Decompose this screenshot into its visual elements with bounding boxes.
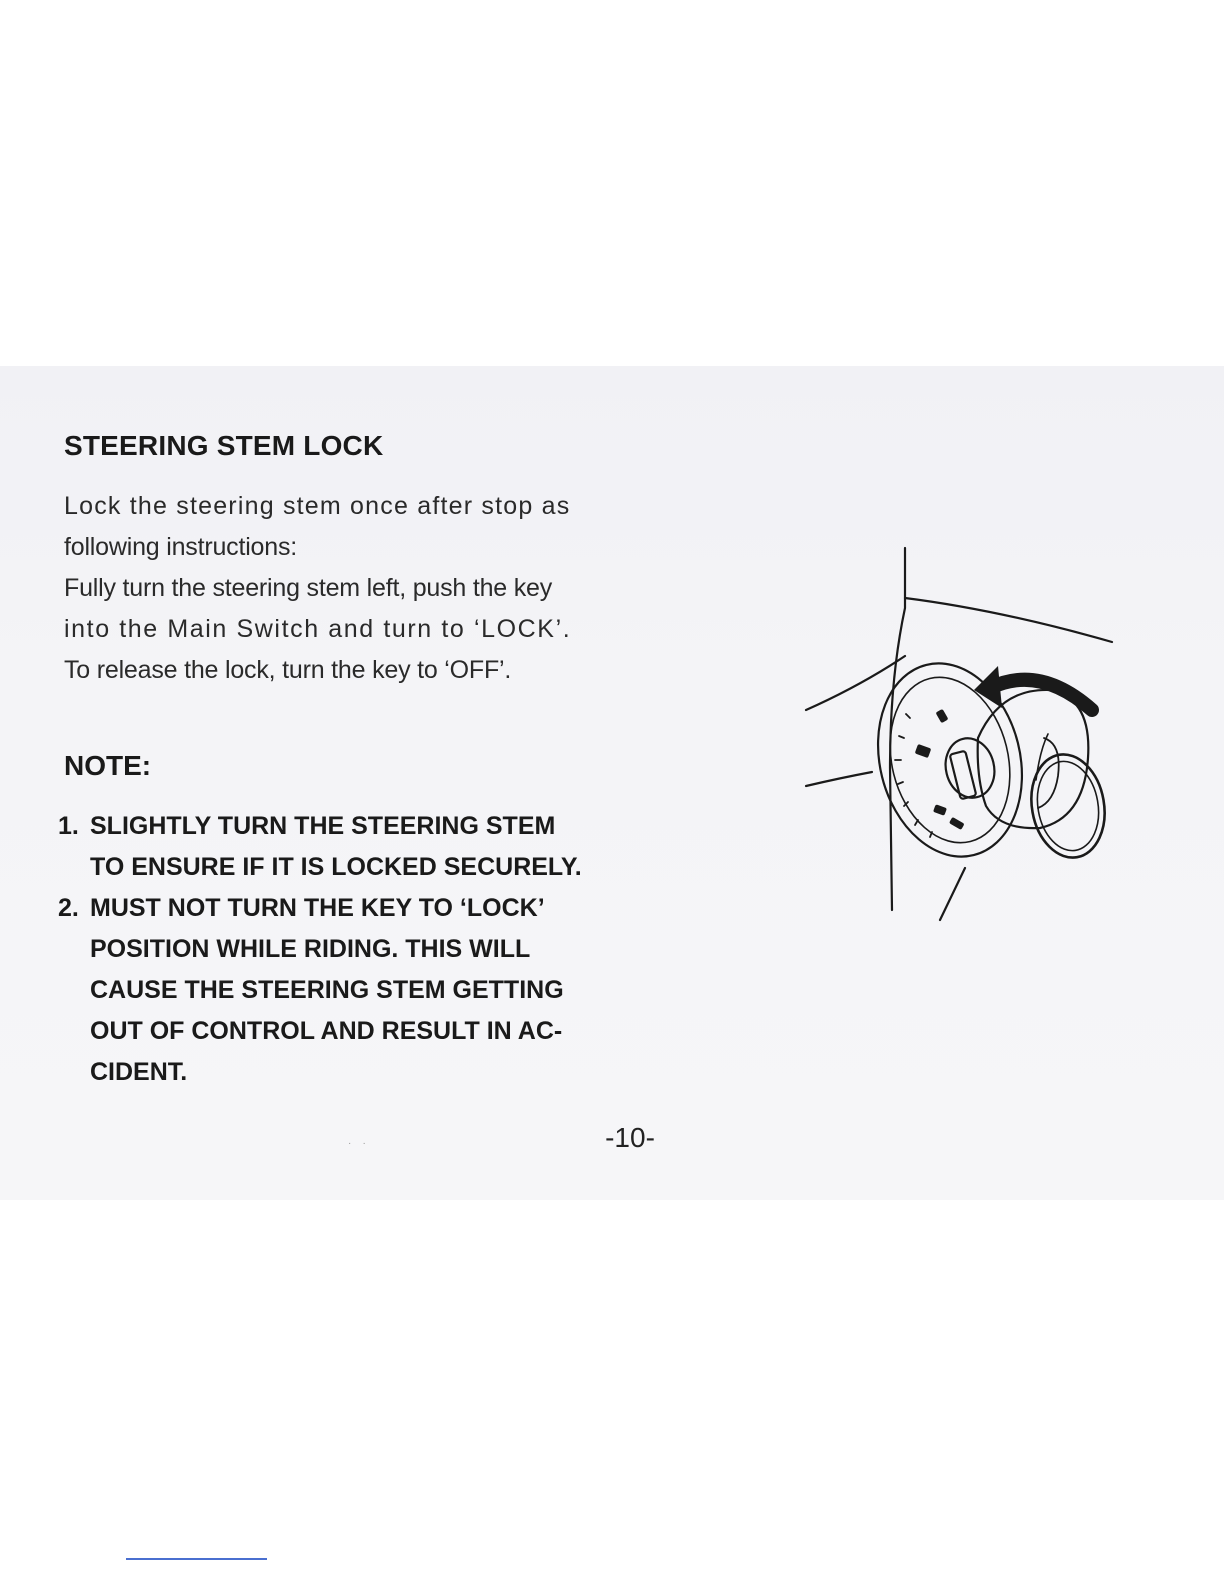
note-line: TO ENSURE IF IT IS LOCKED SECURELY. xyxy=(90,853,582,881)
paragraph-line: into the Main Switch and turn to ‘LOCK’. xyxy=(64,615,572,643)
section-heading: STEERING STEM LOCK xyxy=(64,430,384,461)
footer-rule xyxy=(126,1558,267,1560)
note-list xyxy=(58,806,658,1093)
paragraph-line: Lock the steering stem once after stop as xyxy=(64,492,571,520)
paragraph-line: To release the lock, turn the key to ‘OFF’. xyxy=(64,656,512,684)
note-line: OUT OF CONTROL AND RESULT IN AC- xyxy=(90,1017,563,1045)
note-line: POSITION WHILE RIDING. THIS WILL xyxy=(90,935,531,963)
note-line: CAUSE THE STEERING STEM GETTING xyxy=(90,976,564,1004)
note-item-number: 1. xyxy=(58,812,79,840)
ignition-key-lock-icon xyxy=(800,538,1130,938)
note-item-number: 2. xyxy=(58,894,79,922)
instructions-paragraph xyxy=(64,486,644,691)
paragraph-line: following instructions: xyxy=(64,533,298,561)
note-item-1 xyxy=(58,806,658,888)
note-line: CIDENT. xyxy=(90,1058,188,1086)
note-heading: NOTE: xyxy=(64,750,152,781)
scan-artifact: · · xyxy=(348,1138,366,1149)
note-item-text xyxy=(90,888,564,1093)
page-number: -10- xyxy=(605,1122,655,1153)
paragraph-line: Fully turn the steering stem left, push the key xyxy=(64,574,553,602)
note-line: MUST NOT TURN THE KEY TO ‘LOCK’ xyxy=(90,894,545,922)
note-item-text xyxy=(90,806,582,888)
note-line: SLIGHTLY TURN THE STEERING STEM xyxy=(90,812,556,840)
note-item-2 xyxy=(58,888,658,1093)
